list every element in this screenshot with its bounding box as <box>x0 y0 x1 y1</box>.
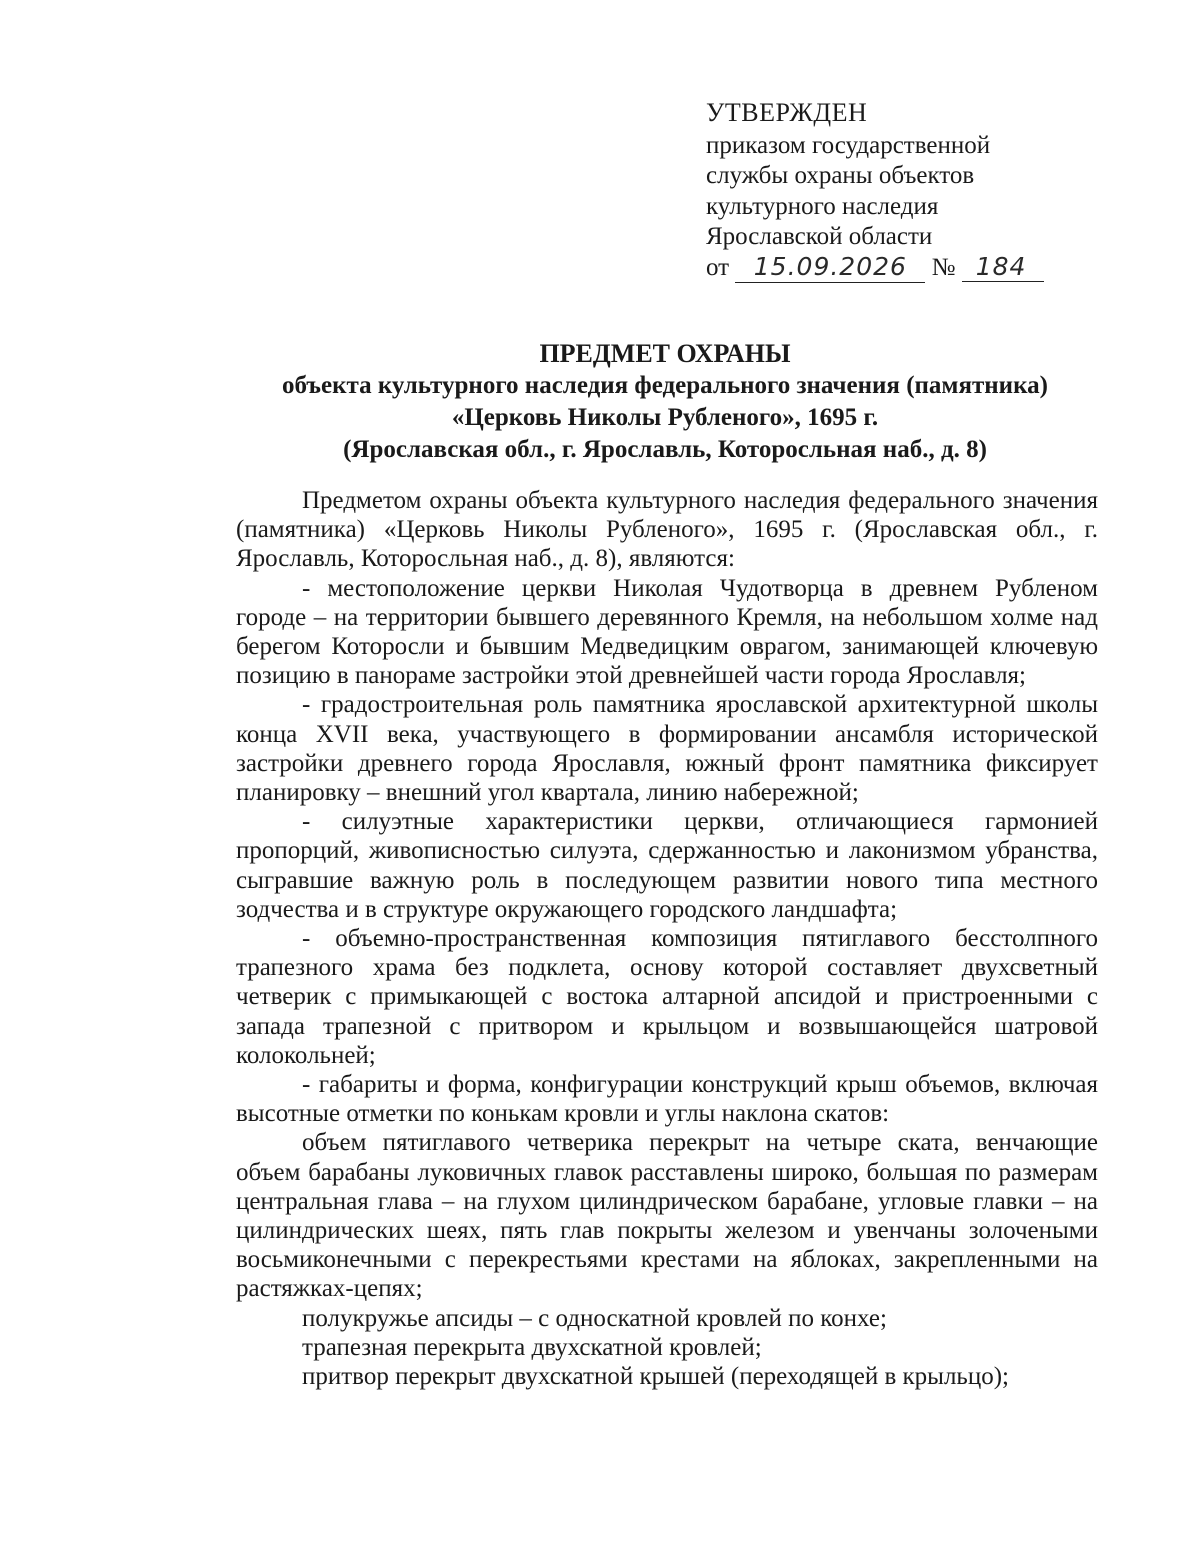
title-main: ПРЕДМЕТ ОХРАНЫ <box>539 339 791 368</box>
document-title <box>230 338 1100 466</box>
paragraph-apse: полукружье апсиды – с односкатной кровлей по конхе; <box>302 1304 887 1332</box>
approval-line-1: приказом государственной <box>706 131 991 159</box>
paragraph-intro: Предметом охраны объекта культурного наследия федерального значения (памятника) «Церковь Николы Рубленого», 1695 г. (Ярославская обл., г. Ярославль, Которосльная наб., д. 8), являются: <box>236 487 1098 573</box>
paragraph-chetverik: объем пятиглавого четверика перекрыт на четыре ската, венчающие объем барабаны луковичных главок расставлены широко, большая по размерам центральная глава – на глухом цилиндрическом барабане, угловые главки – на цилиндрических шеях, пять глав покрыты железом и увенчаны золочеными восьмиконечными с перекрестьями крестами на яблоках, закрепленными на растяжках-цепях; <box>236 1129 1098 1303</box>
date-field <box>735 251 925 283</box>
paragraph-roofs: - габариты и форма, конфигурации конструкций крыш объемов, включая высотные отметки по конькам кровли и углы наклона скатов: <box>236 1071 1098 1128</box>
approval-line-4: Ярославской области <box>706 223 933 250</box>
paragraph-porch: притвор перекрыт двухскатной крышей (переходящей в крыльцо); <box>302 1363 1009 1391</box>
paragraph-urban-role: - градостроительная роль памятника ярославской архитектурной школы конца XVII века, участвующего в формировании ансамбля исторической застройки древнего города Ярославля, южный фронт памятника фиксирует планировку – внешний угол квартала, линию набережной; <box>236 691 1098 807</box>
paragraph-location: - местоположение церкви Николая Чудотворца в древнем Рубленом городе – на территории бывшего деревянного Кремля, на небольшом холме над берегом Которосли и бывшим Медведицким оврагом, занимающей ключевую позицию в панораме застройки этой древнейшей части города Ярославля; <box>236 574 1098 690</box>
approved-heading: УТВЕРЖДЕН <box>706 98 868 127</box>
title-line-4: (Ярославская обл., г. Ярославль, Которосльная наб., д. 8) <box>343 436 987 463</box>
number-field <box>962 251 1044 282</box>
title-line-3: «Церковь Николы Рубленого», 1695 г. <box>451 404 879 431</box>
approval-stamp <box>706 98 1086 283</box>
date-prefix: от <box>706 253 730 281</box>
handwritten-number: 184 <box>975 251 1027 281</box>
handwritten-date: 15.09.2026 <box>753 251 907 281</box>
paragraph-silhouette: - силуэтные характеристики церкви, отличающиеся гармонией пропорций, живописностью силуэта, сдержанностью и лаконизмом убранства, сыгравшие важную роль в последующем развитии нового типа местного зодчества и в структуре окружающего городского ландшафта; <box>236 808 1098 923</box>
title-line-2: объекта культурного наследия федерального значения (памятника) <box>282 372 1048 399</box>
number-prefix: № <box>931 253 956 281</box>
paragraph-refectory: трапезная перекрыта двухскатной кровлей; <box>302 1333 762 1361</box>
order-date-number <box>706 253 1086 284</box>
approval-line-3: культурного наследия <box>706 192 939 220</box>
paragraph-composition: - объемно-пространственная композиция пятиглавого бесстолпного трапезного храма без подклета, основу которой составляет двухсветный четверик с примыкающей с востока алтарной апсидой и пристроенными с запада трапезной с притвором и крыльцом и возвышающейся шатровой колокольней; <box>236 925 1098 1069</box>
document-body <box>236 486 1098 1391</box>
approval-line-2: службы охраны объектов <box>706 162 975 189</box>
